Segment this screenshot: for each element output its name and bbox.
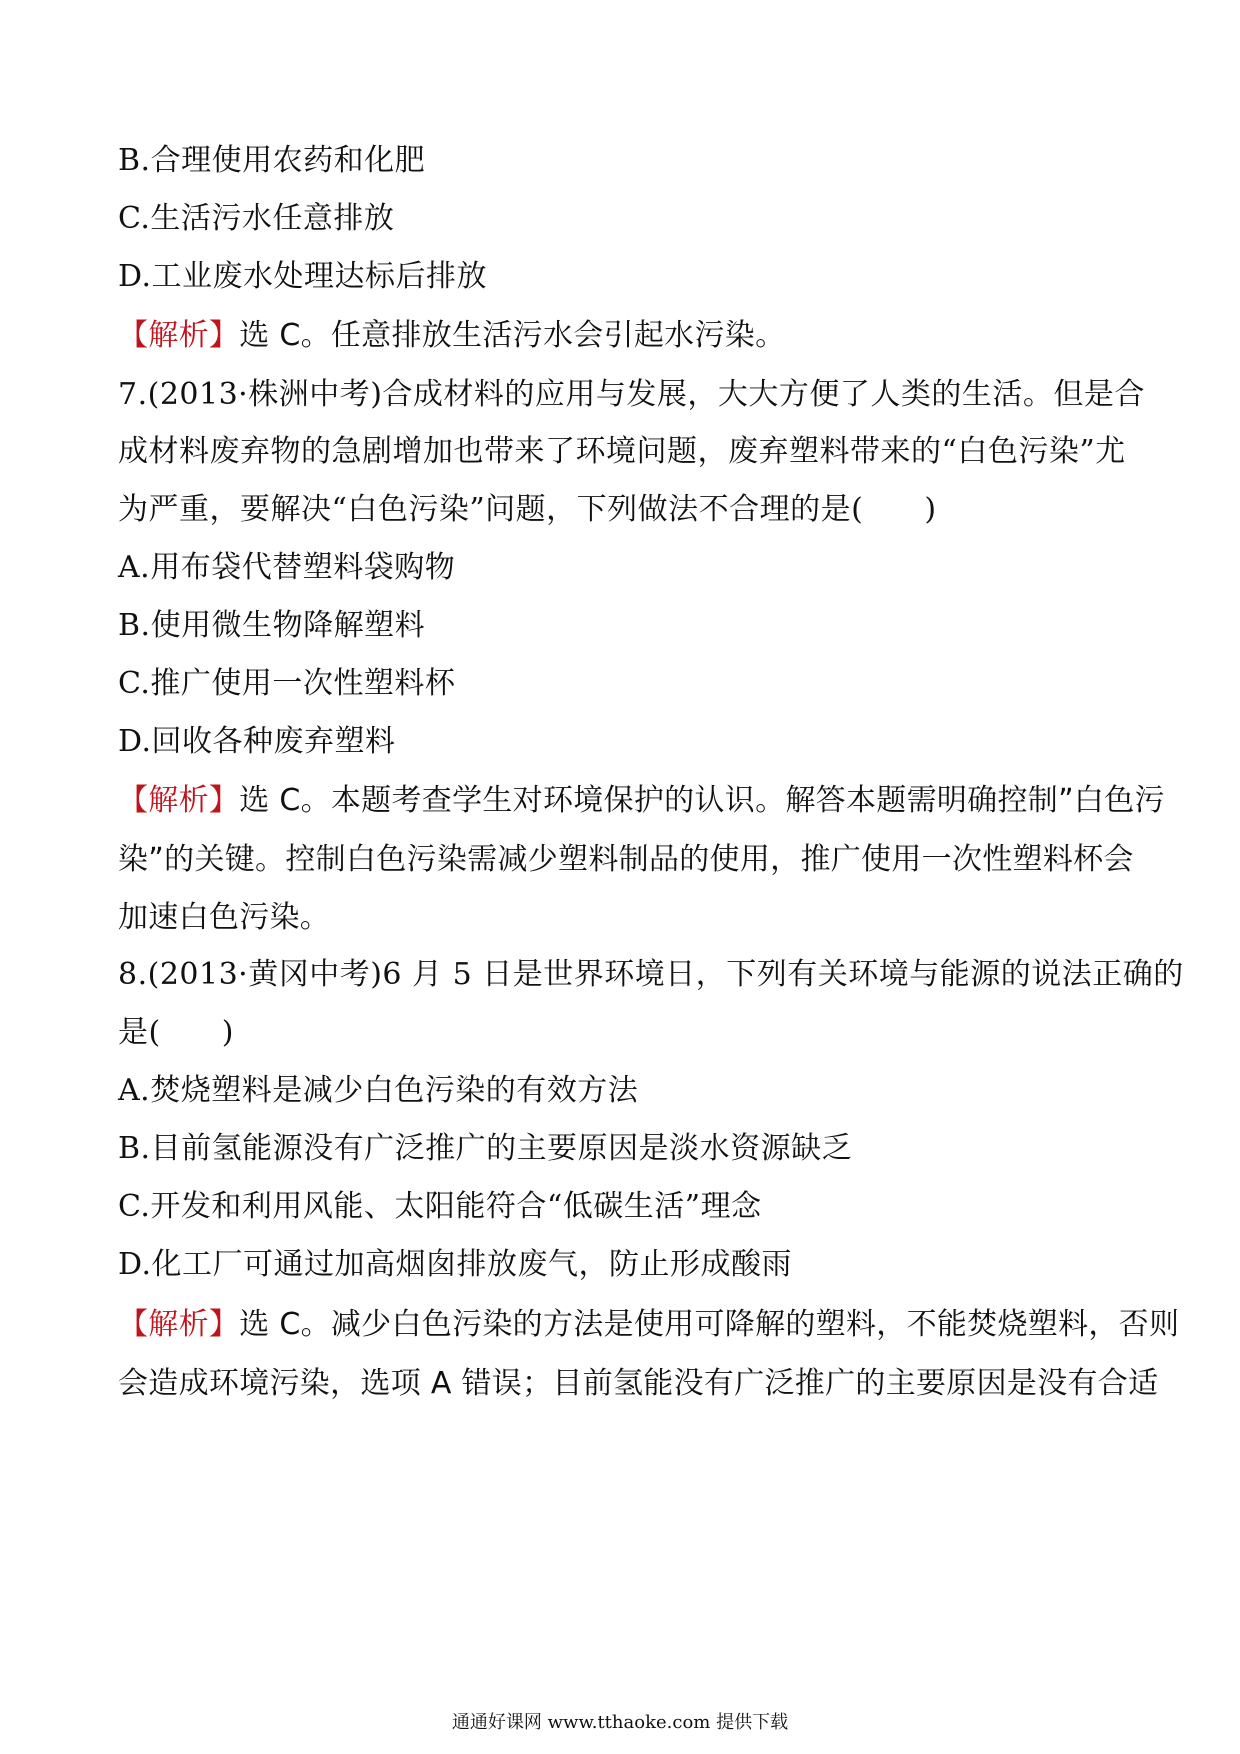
q6-analysis (118, 316, 1130, 356)
q8-option-a: A.焚烧塑料是减少白色污染的有效方法 (118, 1073, 639, 1108)
analysis-text: 选 C。减少白色污染的方法是使用可降解的塑料，不能焚烧塑料，否则 (239, 1307, 1180, 1342)
q7-option-d: D.回收各种废弃塑料 (118, 724, 396, 759)
analysis-tag: 【解析】 (118, 783, 240, 818)
q8-option-d: D.化工厂可通过加高烟囱排放废气，防止形成酸雨 (118, 1247, 793, 1282)
q7-analysis-line-3: 加速白色污染。 (118, 900, 331, 935)
q7-analysis-line-1 (118, 781, 1165, 821)
q8-analysis-line-2: 会造成环境污染，选项 A 错误；目前氢能没有广泛推广的主要原因是没有合适 (118, 1366, 1159, 1401)
q6-option-c: C.生活污水任意排放 (118, 201, 395, 236)
q8-stem-line-2: 是( ) (118, 1015, 234, 1050)
q6-option-b: B.合理使用农药和化肥 (118, 143, 426, 178)
q7-analysis-line-2: 染”的关键。控制白色污染需减少塑料制品的使用，推广使用一次性塑料杯会 (118, 842, 1134, 877)
q7-option-b: B.使用微生物降解塑料 (118, 608, 426, 643)
q7-stem-line-3: 为严重，要解决“白色污染”问题，下列做法不合理的是( ) (118, 492, 937, 527)
q8-analysis-line-1 (118, 1305, 1180, 1345)
page-footer: 通通好课网 www.tthaoke.com 提供下载 (451, 1712, 789, 1733)
analysis-text: 选 C。本题考查学生对环境保护的认识。解答本题需明确控制”白色污 (239, 783, 1165, 818)
analysis-tag: 【解析】 (118, 318, 240, 353)
q7-option-a: A.用布袋代替塑料袋购物 (118, 550, 456, 585)
analysis-tag: 【解析】 (118, 1307, 240, 1342)
q8-option-c: C.开发和利用风能、太阳能符合“低碳生活”理念 (118, 1189, 762, 1224)
q7-stem-line-2: 成材料废弃物的急剧增加也带来了环境问题，废弃塑料带来的“白色污染”尤 (118, 434, 1126, 469)
q7-stem-line-1: 7.(2013·株洲中考)合成材料的应用与发展，大大方便了人类的生活。但是合 (118, 377, 1145, 412)
analysis-text: 选 C。任意排放生活污水会引起水污染。 (239, 318, 786, 353)
q8-stem-line-1: 8.(2013·黄冈中考)6 月 5 日是世界环境日，下列有关环境与能源的说法正确的 (118, 957, 1184, 992)
q7-option-c: C.推广使用一次性塑料杯 (118, 666, 456, 701)
q6-option-d: D.工业废水处理达标后排放 (118, 259, 488, 294)
q8-option-b: B.目前氢能源没有广泛推广的主要原因是淡水资源缺乏 (118, 1131, 853, 1166)
